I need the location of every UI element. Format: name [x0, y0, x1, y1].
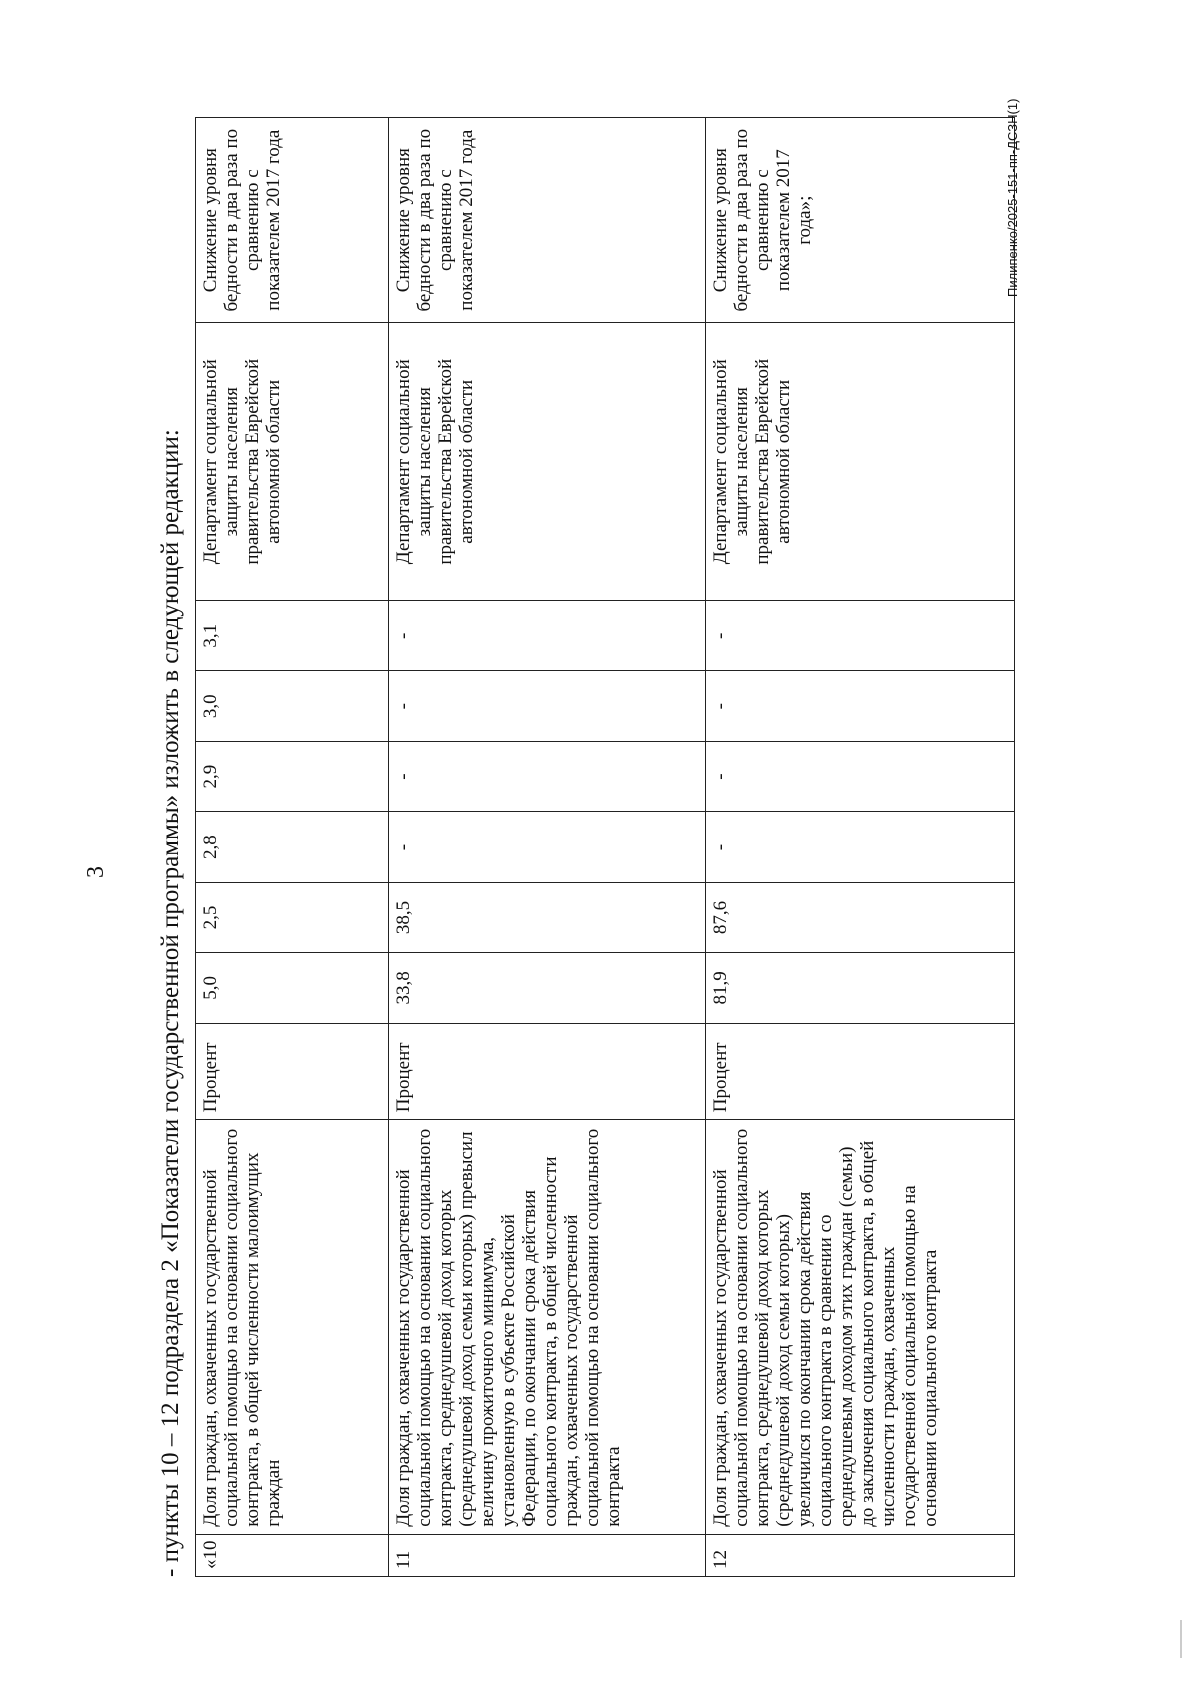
indicator-description: Доля граждан, охваченных государственной социальной помощью на основании социального контракта, среднедушевой доход которых (среднедушевой доход семьи которых) превысил величину прожиточного минимума, установленную в субъекте Российской Федерации, по окончании срока действия социального контракта, в общей численности граждан, охваченных государственной социальной помощью на основании социального контракта — [389, 1120, 706, 1535]
value-cell: 3,0 — [196, 671, 389, 741]
scan-edge-mark — [1180, 1620, 1182, 1658]
value-cell: 81,9 — [706, 953, 1015, 1023]
indicators-table — [195, 117, 1015, 1577]
value-cell: 33,8 — [389, 953, 706, 1023]
indicator-description: Доля граждан, охваченных государственной социальной помощью на основании социального контракта, в общей численности малоимущих граждан — [196, 1120, 389, 1535]
table-row — [389, 118, 706, 1577]
value-cell: - — [389, 812, 706, 882]
value-cell: - — [706, 741, 1015, 811]
responsible-cell: Департамент социальной защиты населения правительства Еврейской автономной области — [706, 323, 1015, 601]
value-cell: 2,8 — [196, 812, 389, 882]
goal-cell: Снижение уровня бедности в два раза по сравнению с показателем 2017 года — [196, 118, 389, 323]
unit-cell: Процент — [706, 1023, 1015, 1120]
unit-cell: Процент — [196, 1023, 389, 1120]
value-cell: - — [389, 741, 706, 811]
value-cell: 2,5 — [196, 882, 389, 952]
responsible-cell: Департамент социальной защиты населения правительства Еврейской автономной области — [196, 323, 389, 601]
goal-cell: Снижение уровня бедности в два раза по сравнению с показателем 2017 года — [389, 118, 706, 323]
row-number: 12 — [706, 1534, 1015, 1576]
unit-cell: Процент — [389, 1023, 706, 1120]
intro-text: - пункты 10 – 12 подраздела 2 «Показатели государственной программы» изложить в следующей редакции: — [157, 429, 184, 1577]
value-cell: 2,9 — [196, 741, 389, 811]
row-number: 11 — [389, 1534, 706, 1576]
value-cell: 87,6 — [706, 882, 1015, 952]
goal-cell: Снижение уровня бедности в два раза по сравнению с показателем 2017 года»; — [706, 118, 1015, 323]
value-cell: - — [389, 601, 706, 671]
value-cell: - — [706, 601, 1015, 671]
table-row — [706, 118, 1015, 1577]
value-cell: 3,1 — [196, 601, 389, 671]
row-number: «10 — [196, 1534, 389, 1576]
value-cell: 5,0 — [196, 953, 389, 1023]
table-row — [196, 118, 389, 1577]
page-number: 3 — [83, 866, 109, 878]
document-footer: Пилипенко/2025-151-пп-ДСЗН(1) — [1005, 98, 1020, 297]
value-cell: 38,5 — [389, 882, 706, 952]
value-cell: - — [706, 812, 1015, 882]
value-cell: - — [389, 671, 706, 741]
responsible-cell: Департамент социальной защиты населения правительства Еврейской автономной области — [389, 323, 706, 601]
indicator-description: Доля граждан, охваченных государственной социальной помощью на основании социального контракта, среднедушевой доход которых (среднедушевой доход семьи которых) увеличился по окончании срока действия социального контракта в сравнении со среднедушевым доходом этих граждан (семьи) до заключения социального контракта, в общей численности граждан, охваченных государственной социальной помощью на основании социального контракта — [706, 1120, 1015, 1535]
value-cell: - — [706, 671, 1015, 741]
